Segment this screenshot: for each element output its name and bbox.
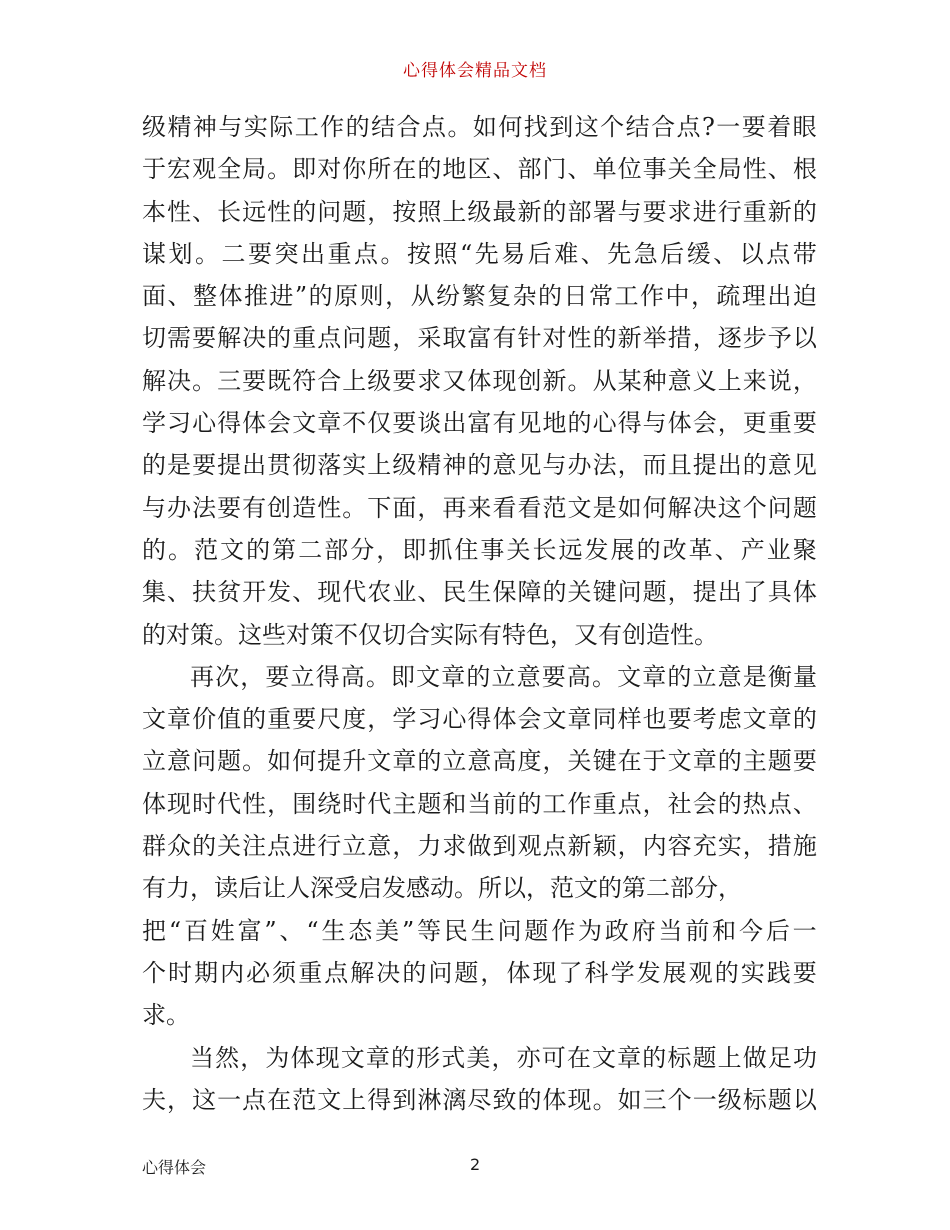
- text-line: 有力，读后让人深受启发感动。所以，范文的第二部分，: [142, 874, 742, 903]
- text-line: 再 次 ， 要 立 得 高 。 即 文 章 的 立 意 要 高 。 文 章 的 立 意 是 衡 量: [190, 662, 817, 691]
- text-line: 切 需 要 解 决 的 重 点 问 题 ， 采 取 富 有 针 对 性 的 新 举 措 ， 逐 步 予 以: [142, 324, 817, 353]
- text-line: 求。: [142, 1001, 190, 1030]
- text-line: 谋 划 。 二 要 突 出 重 点 。 按 照 “ 先 易 后 难 、 先 急 后 缓 、 以 点 带: [142, 239, 817, 268]
- text-line: 的 是 要 提 出 贯 彻 落 实 上 级 精 神 的 意 见 与 办 法 ， 而 且 提 出 的 意 见: [142, 451, 817, 480]
- text-line: 群 众 的 关 注 点 进 行 立 意 ， 力 求 做 到 观 点 新 颖 ， 内 容 充 实 ， 措 施: [142, 832, 817, 861]
- text-line: 把 “ 百 姓 富 ” 、 “ 生 态 美 ” 等 民 生 问 题 作 为 政 府 当 前 和 今 后 一: [142, 916, 817, 945]
- text-line: 集 、 扶 贫 开 发 、 现 代 农 业 、 民 生 保 障 的 关 键 问 题 ， 提 出 了 具 体: [142, 578, 817, 607]
- text-line: 当 然 ， 为 体 现 文 章 的 形 式 美 ， 亦 可 在 文 章 的 标 题 上 做 足 功: [190, 1043, 817, 1072]
- text-line: 面 、 整 体 推 进 ” 的 原 则 ， 从 纷 繁 复 杂 的 日 常 工 作 中 ， 疏 理 出 迫: [142, 282, 817, 311]
- text-line: 个 时 期 内 必 须 重 点 解 决 的 问 题 ， 体 现 了 科 学 发 展 观 的 实 践 要: [142, 958, 817, 987]
- page-number: 2: [470, 1155, 481, 1174]
- text-line: 文 章 价 值 的 重 要 尺 度 ， 学 习 心 得 体 会 文 章 同 样 也 要 考 虑 文 章 的: [142, 705, 817, 734]
- text-line: 体 现 时 代 性 ， 围 绕 时 代 主 题 和 当 前 的 工 作 重 点 ， 社 会 的 热 点 、: [142, 789, 817, 818]
- text-line: 夫 ， 这 一 点 在 范 文 上 得 到 淋 漓 尽 致 的 体 现 。 如 三 个 一 级 标 题 以: [142, 1085, 817, 1114]
- text-line: 本 性 、 长 远 性 的 问 题 ， 按 照 上 级 最 新 的 部 署 与 要 求 进 行 重 新 的: [142, 197, 817, 226]
- text-line: 级 精 神 与 实 际 工 作 的 结 合 点 。 如 何 找 到 这 个 结 合 点 ? 一 要 着 眼: [142, 113, 817, 141]
- page-header-title: 心得体会精品文档: [403, 61, 547, 81]
- text-line: 立 意 问 题 。 如 何 提 升 文 章 的 立 意 高 度 ， 关 键 在 于 文 章 的 主 题 要: [142, 747, 817, 776]
- text-line: 学 习 心 得 体 会 文 章 不 仅 要 谈 出 富 有 见 地 的 心 得 与 体 会 ， 更 重 要: [142, 409, 817, 438]
- text-line: 与 办 法 要 有 创 造 性 。 下 面 ， 再 来 看 看 范 文 是 如 何 解 决 这 个 问 题: [142, 493, 817, 522]
- text-line: 于 宏 观 全 局 。 即 对 你 所 在 的 地 区 、 部 门 、 单 位 事 关 全 局 性 、 根: [142, 155, 817, 184]
- footer-label: 心得体会: [142, 1158, 207, 1177]
- text-line: 解 决 。 三 要 既 符 合 上 级 要 求 又 体 现 创 新 。 从 某 种 意 义 上 来 说 ，: [142, 366, 817, 395]
- text-line: 的对策。这些对策不仅切合实际有特色，又有创造性。: [142, 620, 718, 649]
- text-line: 的 。 范 文 的 第 二 部 分 ， 即 抓 住 事 关 长 远 发 展 的 改 革 、 产 业 聚: [142, 535, 817, 564]
- body-text: [142, 106, 817, 1121]
